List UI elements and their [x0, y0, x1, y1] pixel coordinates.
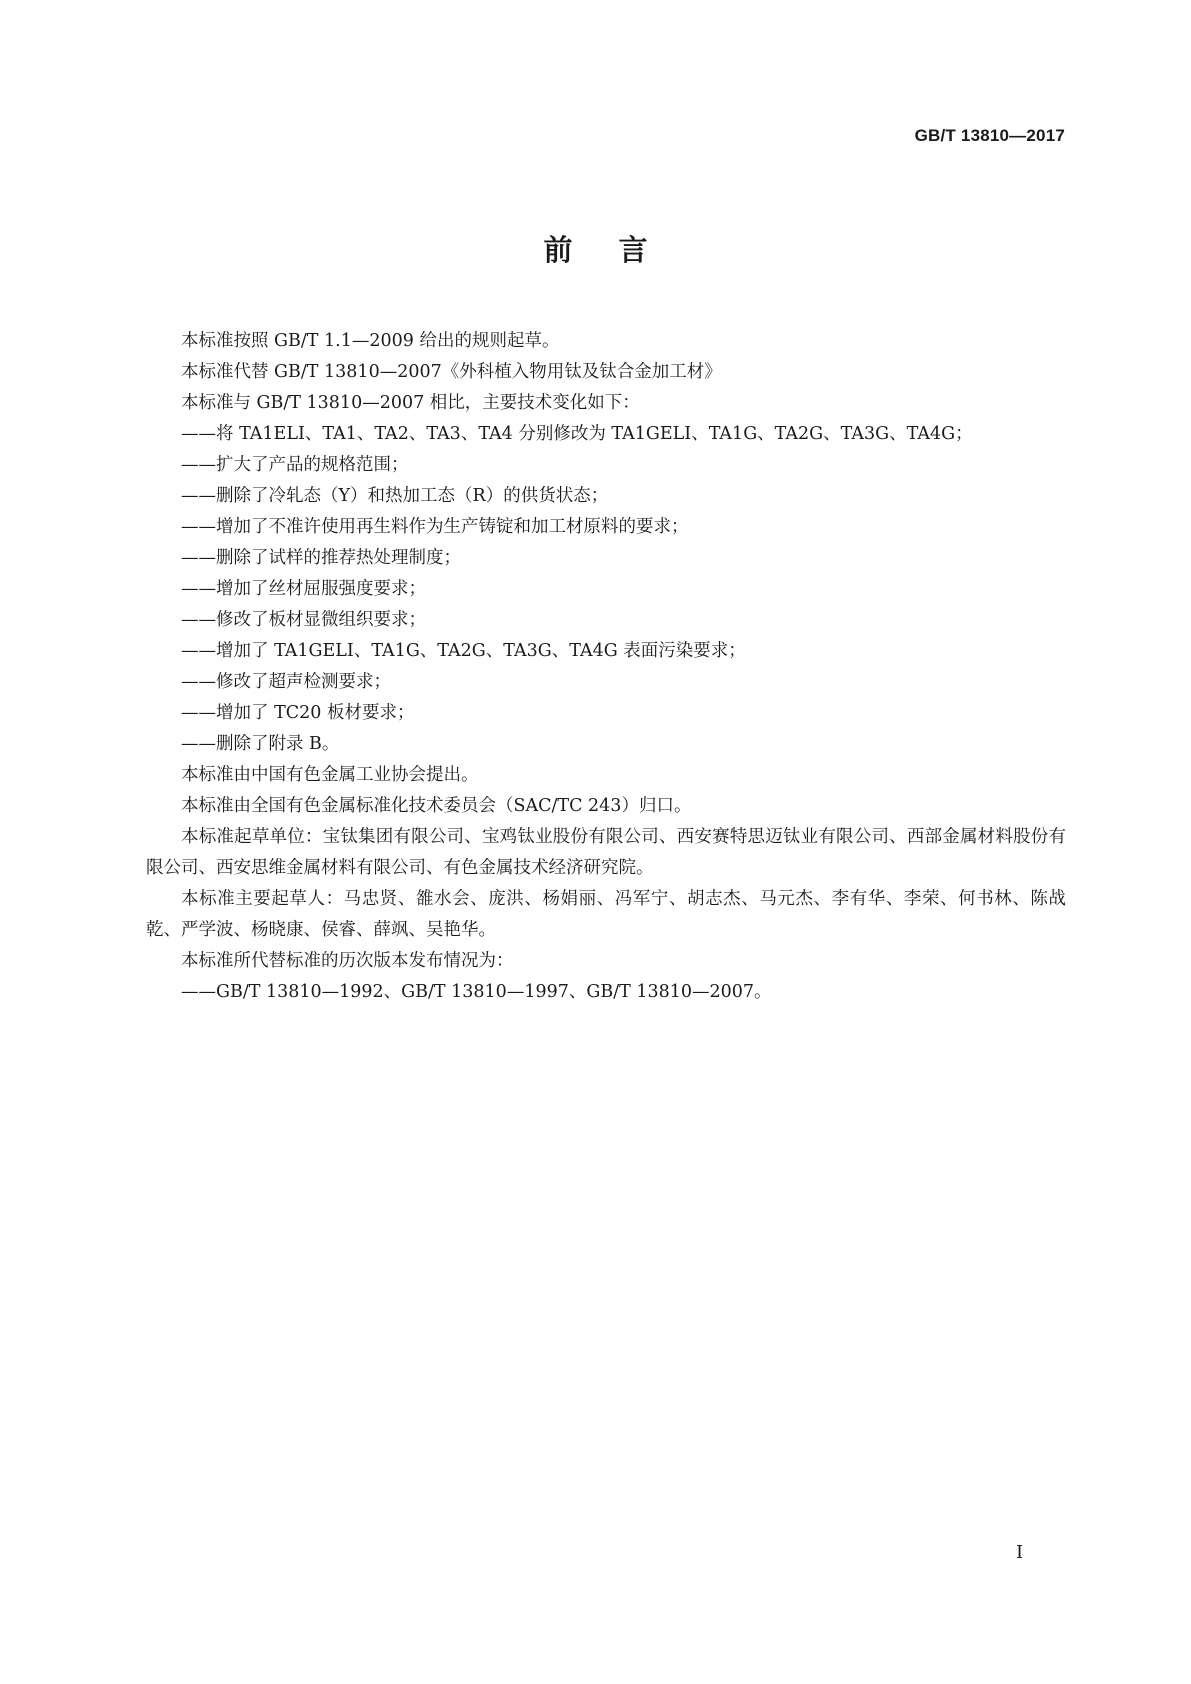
- list-item: ——增加了丝材屈服强度要求；: [181, 579, 426, 599]
- list-item: ——GB/T 13810—1992、GB/T 13810—1997、GB/T 13810—2007。: [181, 982, 772, 1002]
- paragraph-proposed-by: 本标准由中国有色金属工业协会提出。: [181, 765, 479, 785]
- list-item: ——删除了冷轧态（Y）和热加工态（R）的供货状态；: [181, 486, 609, 506]
- list-item: ——修改了板材显微组织要求；: [181, 610, 426, 630]
- list-item: ——增加了 TC20 板材要求；: [181, 703, 415, 723]
- page-title: 前言: [543, 233, 694, 267]
- paragraph-drafting-rules: 本标准按照 GB/T 1.1—2009 给出的规则起草。: [181, 331, 560, 351]
- paragraph-history-intro: 本标准所代替标准的历次版本发布情况为：: [181, 951, 514, 971]
- paragraph-replaces: 本标准代替 GB/T 13810—2007《外科植入物用钛及钛合金加工材》: [181, 362, 722, 382]
- paragraph-changes-intro: 本标准与 GB/T 13810—2007 相比，主要技术变化如下：: [181, 393, 640, 413]
- list-item: ——删除了附录 B。: [181, 734, 340, 754]
- paragraph-drafters: 本标准主要起草人：马忠贤、雒水会、庞洪、杨娟丽、冯军宁、胡志杰、马元杰、李有华、李荣、何书林、陈战乾、严学波、杨晓康、侯睿、薛飒、吴艳华。: [146, 889, 1066, 940]
- paragraph-drafting-units: 本标准起草单位：宝钛集团有限公司、宝鸡钛业股份有限公司、西安赛特思迈钛业有限公司、西部金属材料股份有限公司、西安思维金属材料有限公司、有色金属技术经济研究院。: [146, 827, 1066, 878]
- paragraph-committee: 本标准由全国有色金属标准化技术委员会（SAC/TC 243）归口。: [181, 796, 692, 816]
- list-item: ——删除了试样的推荐热处理制度；: [181, 548, 461, 568]
- list-item: ——增加了不准许使用再生料作为生产铸锭和加工材原料的要求；: [181, 517, 689, 537]
- page-number: I: [1016, 1542, 1024, 1563]
- list-item: ——增加了 TA1GELI、TA1G、TA2G、TA3G、TA4G 表面污染要求；: [181, 641, 746, 661]
- foreword-body: [146, 326, 1066, 1008]
- list-item: ——将 TA1ELI、TA1、TA2、TA3、TA4 分别修改为 TA1GELI、TA1G、TA2G、TA3G、TA4G；: [181, 424, 973, 444]
- list-item: ——扩大了产品的规格范围；: [181, 455, 409, 475]
- list-item: ——修改了超声检测要求；: [181, 672, 391, 692]
- standard-code: GB/T 13810—2017: [914, 126, 1065, 145]
